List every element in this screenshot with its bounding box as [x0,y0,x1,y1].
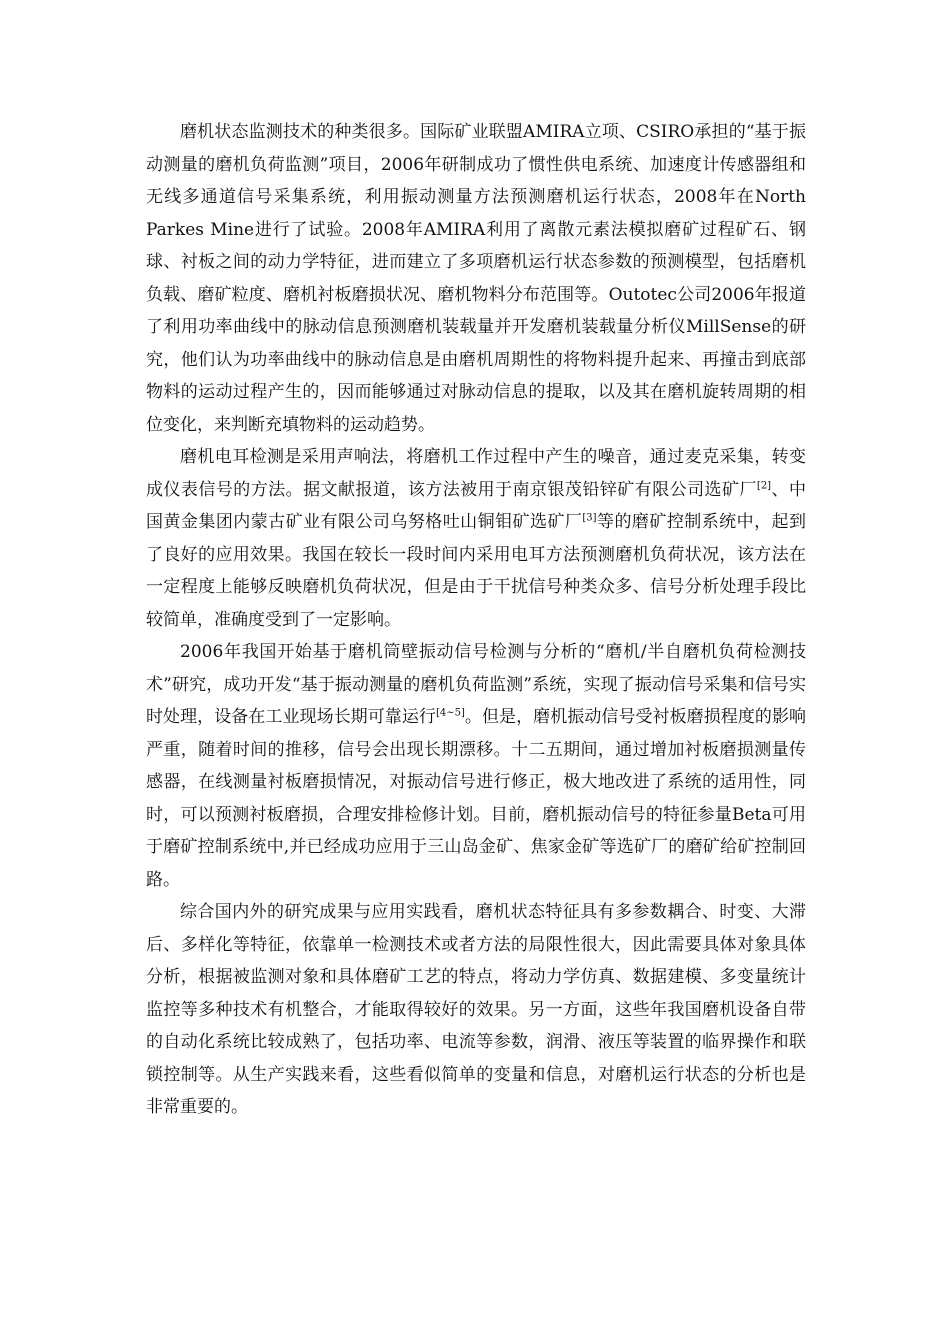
citation-2[interactable]: [2] [756,479,772,491]
paragraph-text: 等的磨矿控制系统中，起到了良好的应用效果。我国在较长一段时间内采用电耳方法预测磨机负荷状况，该方法在一定程度上能够反映磨机负荷状况，但是由于干扰信号种类众多、信号分析处理手段比较简单，准确度受到了一定影响。 [146,512,807,630]
paragraph-summary [146,896,806,1124]
document-body [146,116,806,1124]
paragraph-text: 2006年我国开始基于磨机筒壁振动信号检测与分析的“磨机/半自磨机负荷检测技术”研究，成功开发“基于振动测量的磨机负荷监测”系统，实现了振动信号采集和信号实时处理，设备在工业现场长期可靠运行 [146,642,806,727]
paragraph-electric-ear [146,441,806,636]
paragraph-mill-monitoring-overview [146,116,806,441]
paragraph-text: 。但是，磨机振动信号受衬板磨损程度的影响严重，随着时间的推移，信号会出现长期漂移。十二五期间，通过增加衬板磨损测量传感器，在线测量衬板磨损情况，对振动信号进行修正，极大地改进了系统的适用性，同时，可以预测衬板磨损，合理安排检修计划。目前，磨机振动信号的特征参量Beta可用于磨矿控制系统中,并已经成功应用于三山岛金矿、焦家金矿等选矿厂的磨矿给矿控制回路。 [146,707,807,890]
paragraph-text: 、中国黄金集团内蒙古矿业有限公司乌努格吐山铜钼矿选矿厂 [146,479,807,532]
paragraph-text: 磨机电耳检测是采用声响法，将磨机工作过程中产生的噪音，通过麦克采集，转变成仪表信号的方法。据文献报道，该方法被用于南京银茂铅锌矿有限公司选矿厂 [146,447,806,500]
paragraph-vibration-detection [146,636,806,896]
citation-4-5[interactable]: [4~5] [435,707,465,719]
paragraph-text: 磨机状态监测技术的种类很多。国际矿业联盟AMIRA立项、CSIRO承担的“基于振动测量的磨机负荷监测”项目，2006年研制成功了惯性供电系统、加速度计传感器组和无线多通道信号采集系统，利用振动测量方法预测磨机运行状态，2008年在North Parkes Mine进行了试验。2008年AMIRA利用了离散元素法模拟磨矿过程矿石、钢球、衬板之间的动力学特征，进而建立了多项磨机运行状态参数的预测模型，包括磨机负载、磨矿粒度、磨机衬板磨损状况、磨机物料分布范围等。Outotec公司2006年报道了利用功率曲线中的脉动信息预测磨机装载量并开发磨机装载量分析仪MillSense的研究，他们认为功率曲线中的脉动信息是由磨机周期性的将物料提升起来、再撞击到底部物料的运动过程产生的，因而能够通过对脉动信息的提取，以及其在磨机旋转周期的相位变化，来判断充填物料的运动趋势。 [146,122,806,435]
citation-3[interactable]: [3] [582,512,597,524]
paragraph-text: 综合国内外的研究成果与应用实践看，磨机状态特征具有多参数耦合、时变、大滞后、多样化等特征，依靠单一检测技术或者方法的局限性很大，因此需要具体对象具体分析，根据被监测对象和具体磨矿工艺的特点，将动力学仿真、数据建模、多变量统计监控等多种技术有机整合，才能取得较好的效果。另一方面，这些年我国磨机设备自带的自动化系统比较成熟了，包括功率、电流等参数，润滑、液压等装置的临界操作和联锁控制等。从生产实践来看，这些看似简单的变量和信息，对磨机运行状态的分析也是非常重要的。 [146,902,806,1117]
